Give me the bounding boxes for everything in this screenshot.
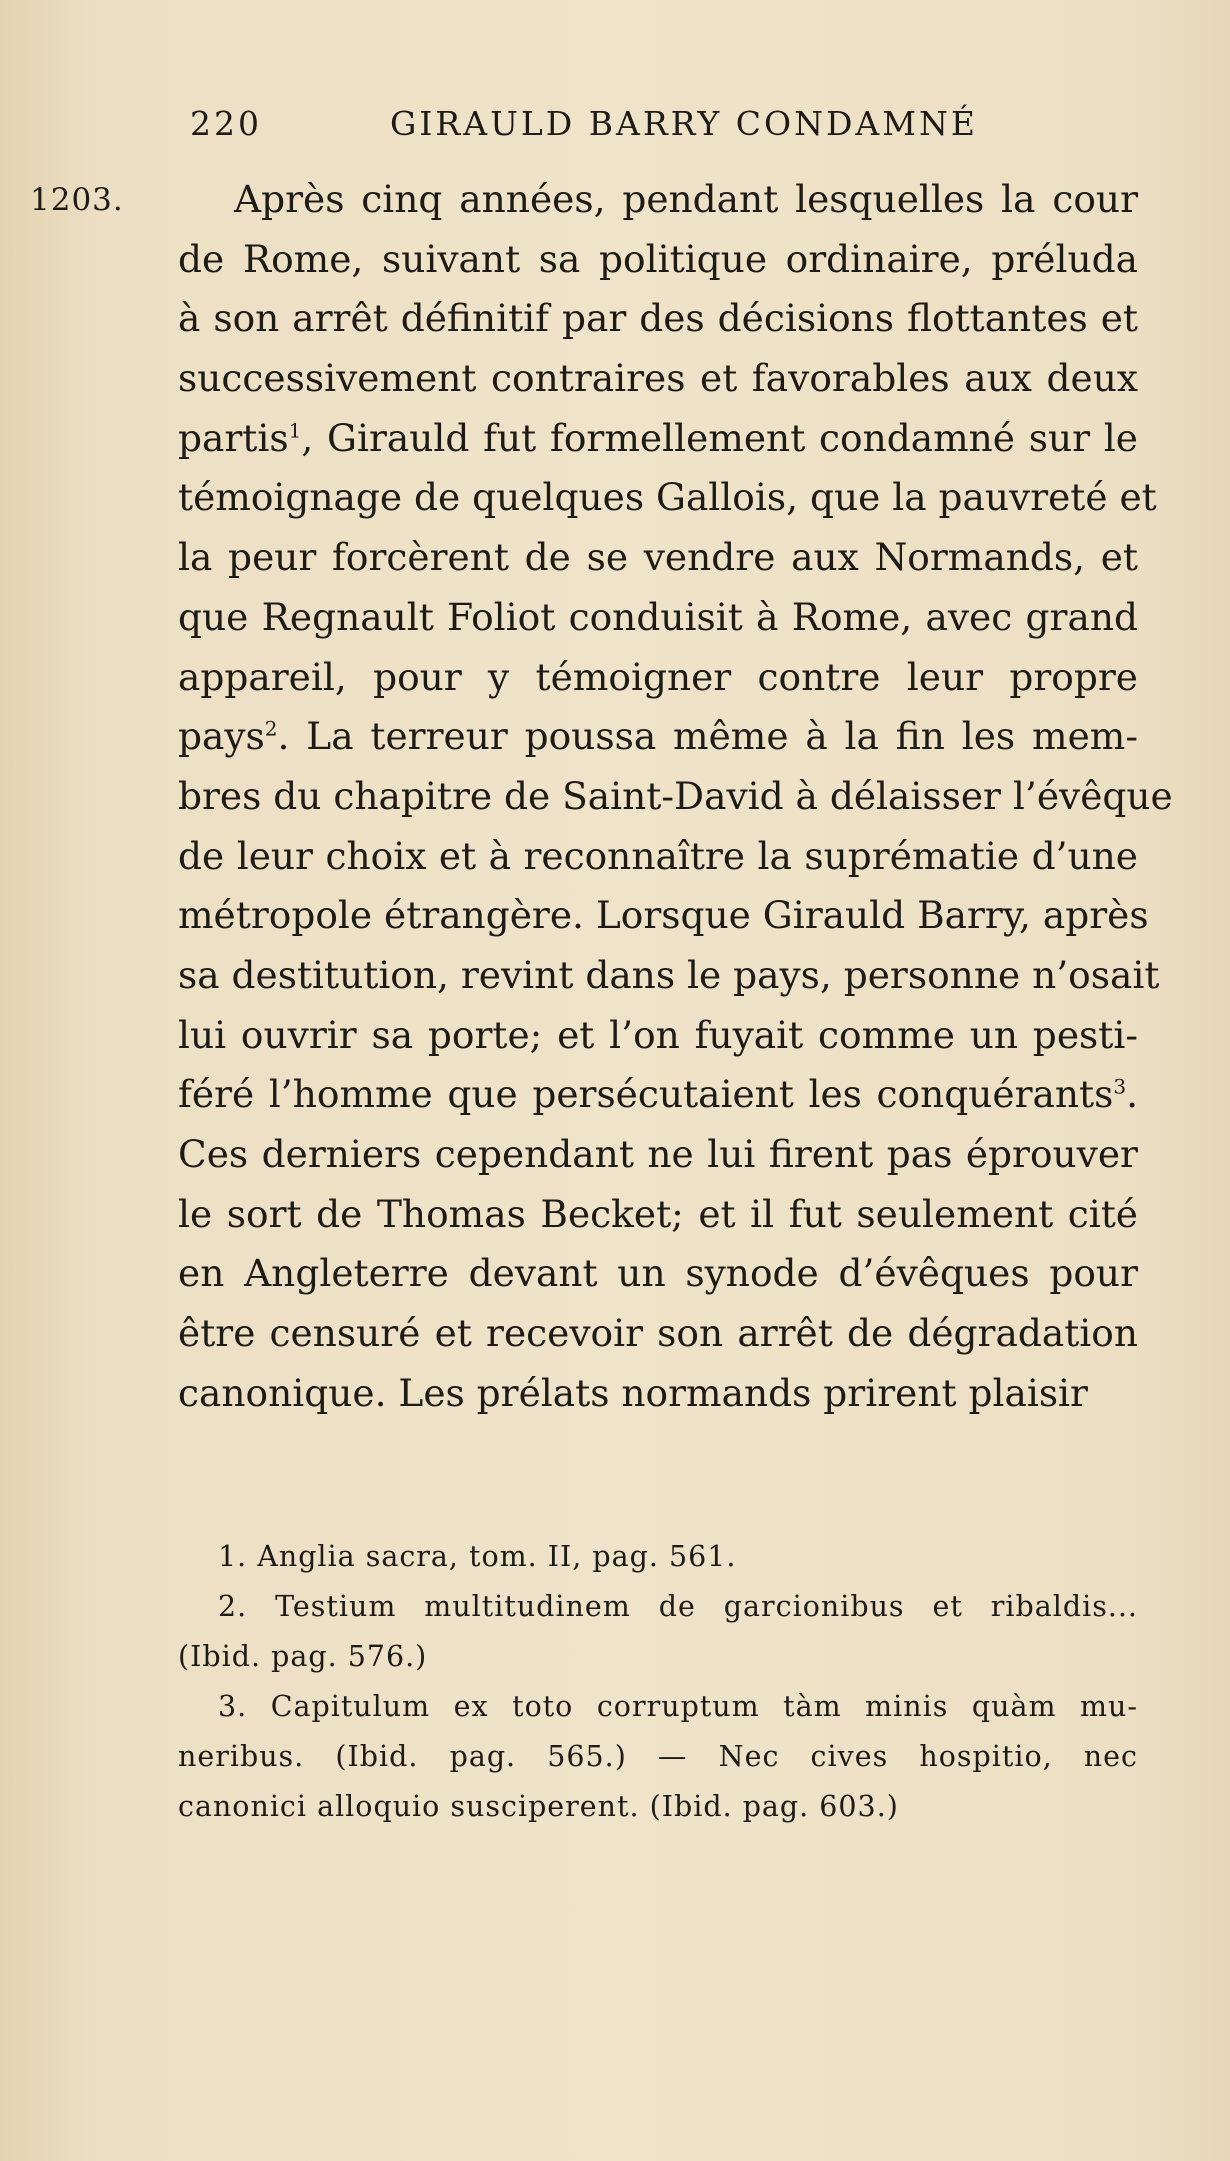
text-line: Ces derniers cependant ne lui firent pas éprouver — [178, 1132, 1138, 1176]
text-fragment: , Girauld fut formellement condamné sur le — [301, 415, 1138, 460]
text-line: que Regnault Foliot conduisit à Rome, avec grand — [178, 594, 1138, 639]
text-line: appareil, pour y témoigner contre leur propre — [178, 654, 1138, 699]
footnote-3-cont: neribus. (Ibid. pag. 565.) — Nec cives hospitio, nec — [178, 1740, 1138, 1773]
main-text — [178, 170, 1173, 1423]
text-line: à son arrêt définitif par des décisions flottantes et — [178, 296, 1138, 341]
text-line: de Rome, suivant sa politique ordinaire, préluda — [178, 236, 1138, 281]
footnote-1: 1. Anglia sacra, tom. II, pag. 561. — [218, 1540, 737, 1573]
margin-year-note: 1203. — [30, 182, 124, 218]
running-head — [190, 104, 990, 154]
footnote-2-cont: (Ibid. pag. 576.) — [178, 1640, 428, 1673]
footnotes — [178, 1532, 1138, 1832]
footnote-ref-2[interactable]: 2 — [264, 716, 278, 741]
text-line: lui ouvrir sa porte; et l’on fuyait comme un pesti- — [178, 1012, 1138, 1057]
chapter-title: GIRAULD BARRY CONDAMNÉ — [390, 104, 979, 143]
text-fragment: partis — [178, 415, 289, 460]
text-fragment: . — [1126, 1072, 1138, 1117]
text-line: bres du chapitre de Saint-David à délaisser l’évêque — [178, 773, 1173, 818]
text-line — [178, 409, 1138, 469]
footnote-3: 3. Capitulum ex toto corruptum tàm minis quàm mu- — [218, 1690, 1138, 1723]
text-line — [178, 707, 1138, 767]
text-line: témoignage de quelques Gallois, que la pauvreté et — [178, 475, 1157, 520]
text-line: successivement contraires et favorables aux deux — [178, 356, 1138, 401]
footnote-ref-3[interactable]: 3 — [1113, 1074, 1127, 1099]
text-line: Après cinq années, pendant lesquelles la cour — [234, 177, 1138, 221]
text-fragment: pays — [178, 714, 265, 759]
text-fragment: féré l’homme que persécutaient les conquérants — [178, 1072, 1114, 1117]
text-line: la peur forcèrent de se vendre aux Normands, et — [178, 535, 1138, 580]
text-line: de leur choix et à reconnaître la suprématie d’une — [178, 833, 1138, 878]
text-line: être censuré et recevoir son arrêt de dégradation — [178, 1311, 1138, 1356]
text-line: en Angleterre devant un synode d’évêques pour — [178, 1251, 1138, 1296]
text-fragment: . La terreur poussa même à la fin les mem- — [277, 714, 1138, 759]
text-line — [178, 1065, 1138, 1125]
page-number: 220 — [190, 104, 262, 143]
text-line: canonique. Les prélats normands prirent plaisir — [178, 1370, 1088, 1415]
text-line: sa destitution, revint dans le pays, personne n’osait — [178, 952, 1160, 997]
footnote-ref-1[interactable]: 1 — [288, 418, 302, 443]
text-line: métropole étrangère. Lorsque Girauld Barry, après — [178, 893, 1149, 938]
footnote-2: 2. Testium multitudinem de garcionibus et ribaldis... — [218, 1590, 1138, 1623]
text-line: le sort de Thomas Becket; et il fut seulement cité — [178, 1191, 1138, 1236]
footnote-3-end: canonici alloquio susciperent. (Ibid. pag. 603.) — [178, 1790, 899, 1823]
